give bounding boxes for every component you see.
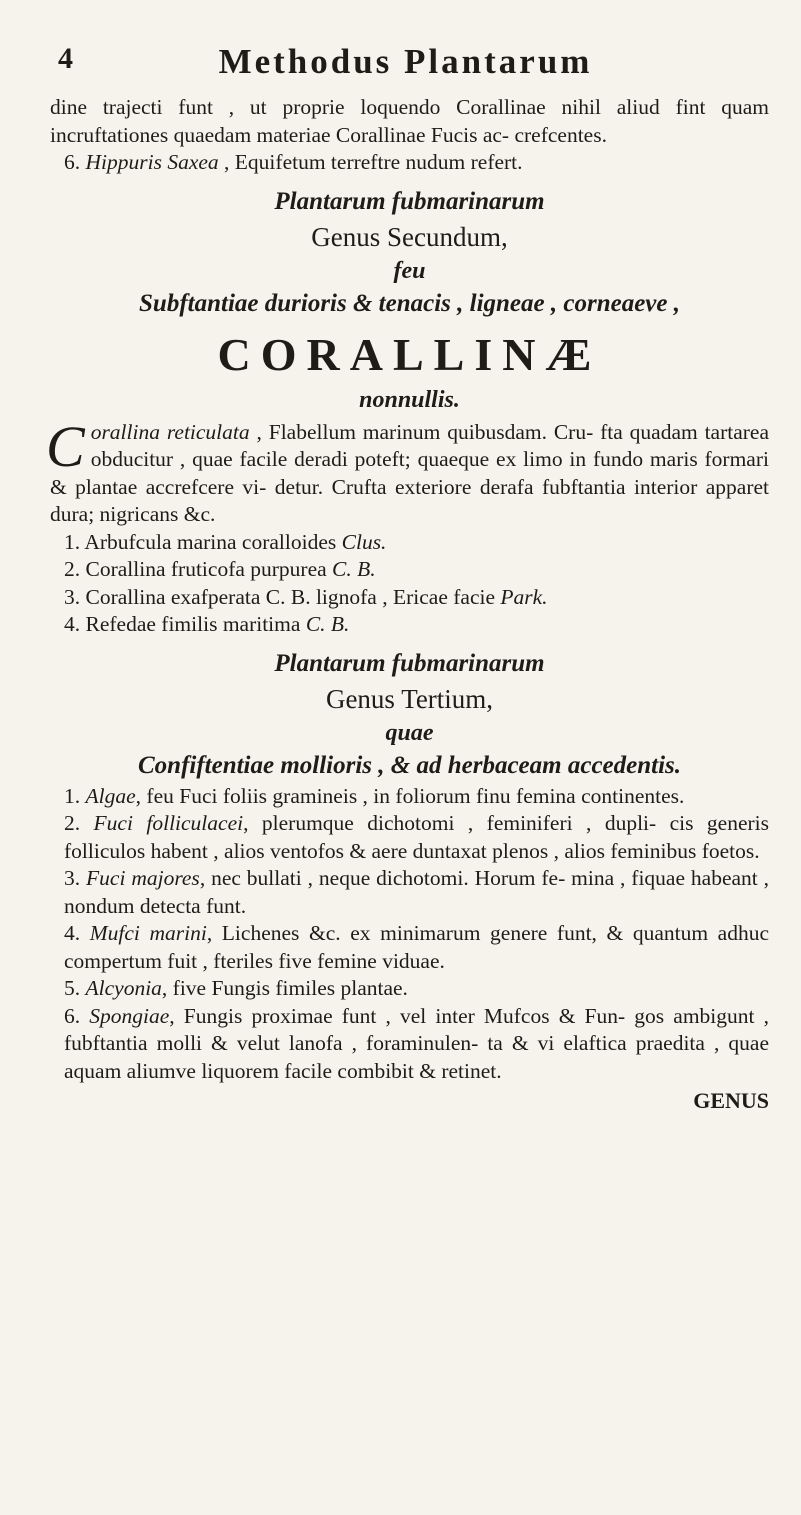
genus2-title: CORALLINÆ	[217, 328, 602, 380]
intro-paragraph	[50, 94, 769, 149]
item-number: 5.	[64, 976, 81, 1000]
item-citation: C. B.	[305, 612, 350, 636]
plant-name: Fuci majores	[86, 866, 200, 890]
genus3-heading-4: Confiftentiae mollioris , & ad herbaceam accedentis.	[137, 751, 682, 779]
plant-name: Algae	[85, 783, 136, 808]
item-text: Corallina fruticofa purpurea	[85, 557, 327, 581]
genus2-heading-1: Plantarum fubmarinarum	[274, 187, 545, 215]
item-number: 6.	[64, 150, 81, 174]
list-item	[64, 584, 769, 612]
page-number: 4	[58, 42, 73, 75]
intro-line-1: dine trajecti funt , ut proprie loquendo Corallinae nihil aliud	[50, 95, 660, 119]
item-number: 2.	[64, 557, 81, 581]
item-citation: Clus.	[341, 529, 387, 554]
plant-name: Alcyonia	[85, 976, 162, 1000]
plant-name: orallina reticulata	[90, 419, 250, 444]
page-body	[46, 94, 770, 1115]
running-title: Methodus Plantarum	[218, 42, 593, 81]
list-item	[64, 556, 769, 584]
list-item	[64, 865, 769, 920]
item-number: 2.	[64, 811, 81, 835]
item-number: 3.	[64, 866, 81, 890]
genus2-heading-3: feu	[393, 257, 426, 284]
list-item	[64, 1003, 769, 1086]
item-text: , Equifetum terreftre nudum refert.	[224, 150, 523, 174]
intro-item-6	[50, 149, 769, 177]
item-text: , plerumque dichotomi , feminiferi , dupli- cis generis folliculos habent , alios ventofos & aere duntaxat plenos , alios feminibus foetos.	[64, 811, 769, 863]
list-item	[64, 783, 769, 811]
item-text: Refedae fimilis maritima	[85, 612, 301, 636]
genus2-heading-4: Subftantiae durioris & tenacis , ligneae , corneaeve ,	[139, 289, 680, 317]
catchword: GENUS	[693, 1088, 769, 1113]
plant-name: Hippuris Saxea	[85, 150, 219, 174]
genus2-heading-2: Genus Secundum,	[311, 221, 508, 252]
item-number: 6.	[64, 1003, 81, 1028]
genus2-paragraph	[46, 413, 770, 529]
paragraph-text: , Flabellum marinum quibusdam. Cru- fta quadam tartarea obducitur , quae facile deradi poteft; quaeque ex limo in fundo maris formari & plantae accrefcere vi- detur. Crufta exteriore derafa fubftantia interior apparet dura; nigricans &c.	[50, 419, 770, 526]
list-item	[64, 975, 769, 1003]
item-number: 4.	[64, 612, 81, 636]
genus3-heading-1: Plantarum fubmarinarum	[274, 649, 545, 677]
intro-line-3: crefcentes.	[514, 122, 607, 147]
item-text: , Lichenes &c. ex minimarum genere funt, & quantum adhuc compertum fuit , fteriles five femine viduae.	[64, 921, 770, 973]
drop-cap: C	[46, 413, 85, 479]
list-item	[64, 810, 769, 865]
item-text: , five Fungis fimiles plantae.	[161, 976, 408, 1000]
genus2-heading-6: nonnullis.	[359, 386, 460, 413]
item-text: Arbufcula marina coralloides	[84, 529, 337, 554]
plant-name: Spongiae	[89, 1003, 170, 1028]
item-number: 3.	[64, 584, 81, 609]
item-citation: Park.	[500, 584, 548, 609]
intro-line-2: fint quam incruftationes quaedam materiae Corallinae Fucis ac-	[50, 95, 769, 147]
item-text: Corallina exafperata C. B. lignofa , Ericae facie	[85, 584, 495, 609]
item-text: , nec bullati , neque dichotomi. Horum fe- mina , fiquae habeant , nondum detecta funt.	[64, 866, 770, 918]
genus2-list	[50, 529, 769, 639]
list-item	[64, 529, 769, 557]
list-item	[64, 920, 769, 975]
item-number: 4.	[64, 921, 81, 945]
list-item	[64, 611, 769, 639]
plant-name: Mufci marini	[89, 921, 207, 945]
item-number: 1.	[64, 529, 81, 554]
genus3-heading-3: quae	[385, 719, 434, 746]
item-citation: C. B.	[332, 557, 376, 581]
item-text: , feu Fuci foliis gramineis , in foliorum finu femina continentes.	[135, 783, 685, 808]
genus3-list	[50, 783, 769, 1086]
item-text: , Fungis proximae funt , vel inter Mufcos & Fun- gos ambigunt , fubftantia molli & velut lanofa , foraminulen- ta & vi elaftica praedita , quae aquam aliumve liquorem facile combibit & retinet.	[64, 1003, 769, 1083]
page-header	[50, 38, 761, 88]
genus3-heading-2: Genus Tertium,	[325, 683, 494, 714]
item-number: 1.	[64, 783, 81, 808]
plant-name: Fuci folliculacei	[93, 811, 244, 835]
